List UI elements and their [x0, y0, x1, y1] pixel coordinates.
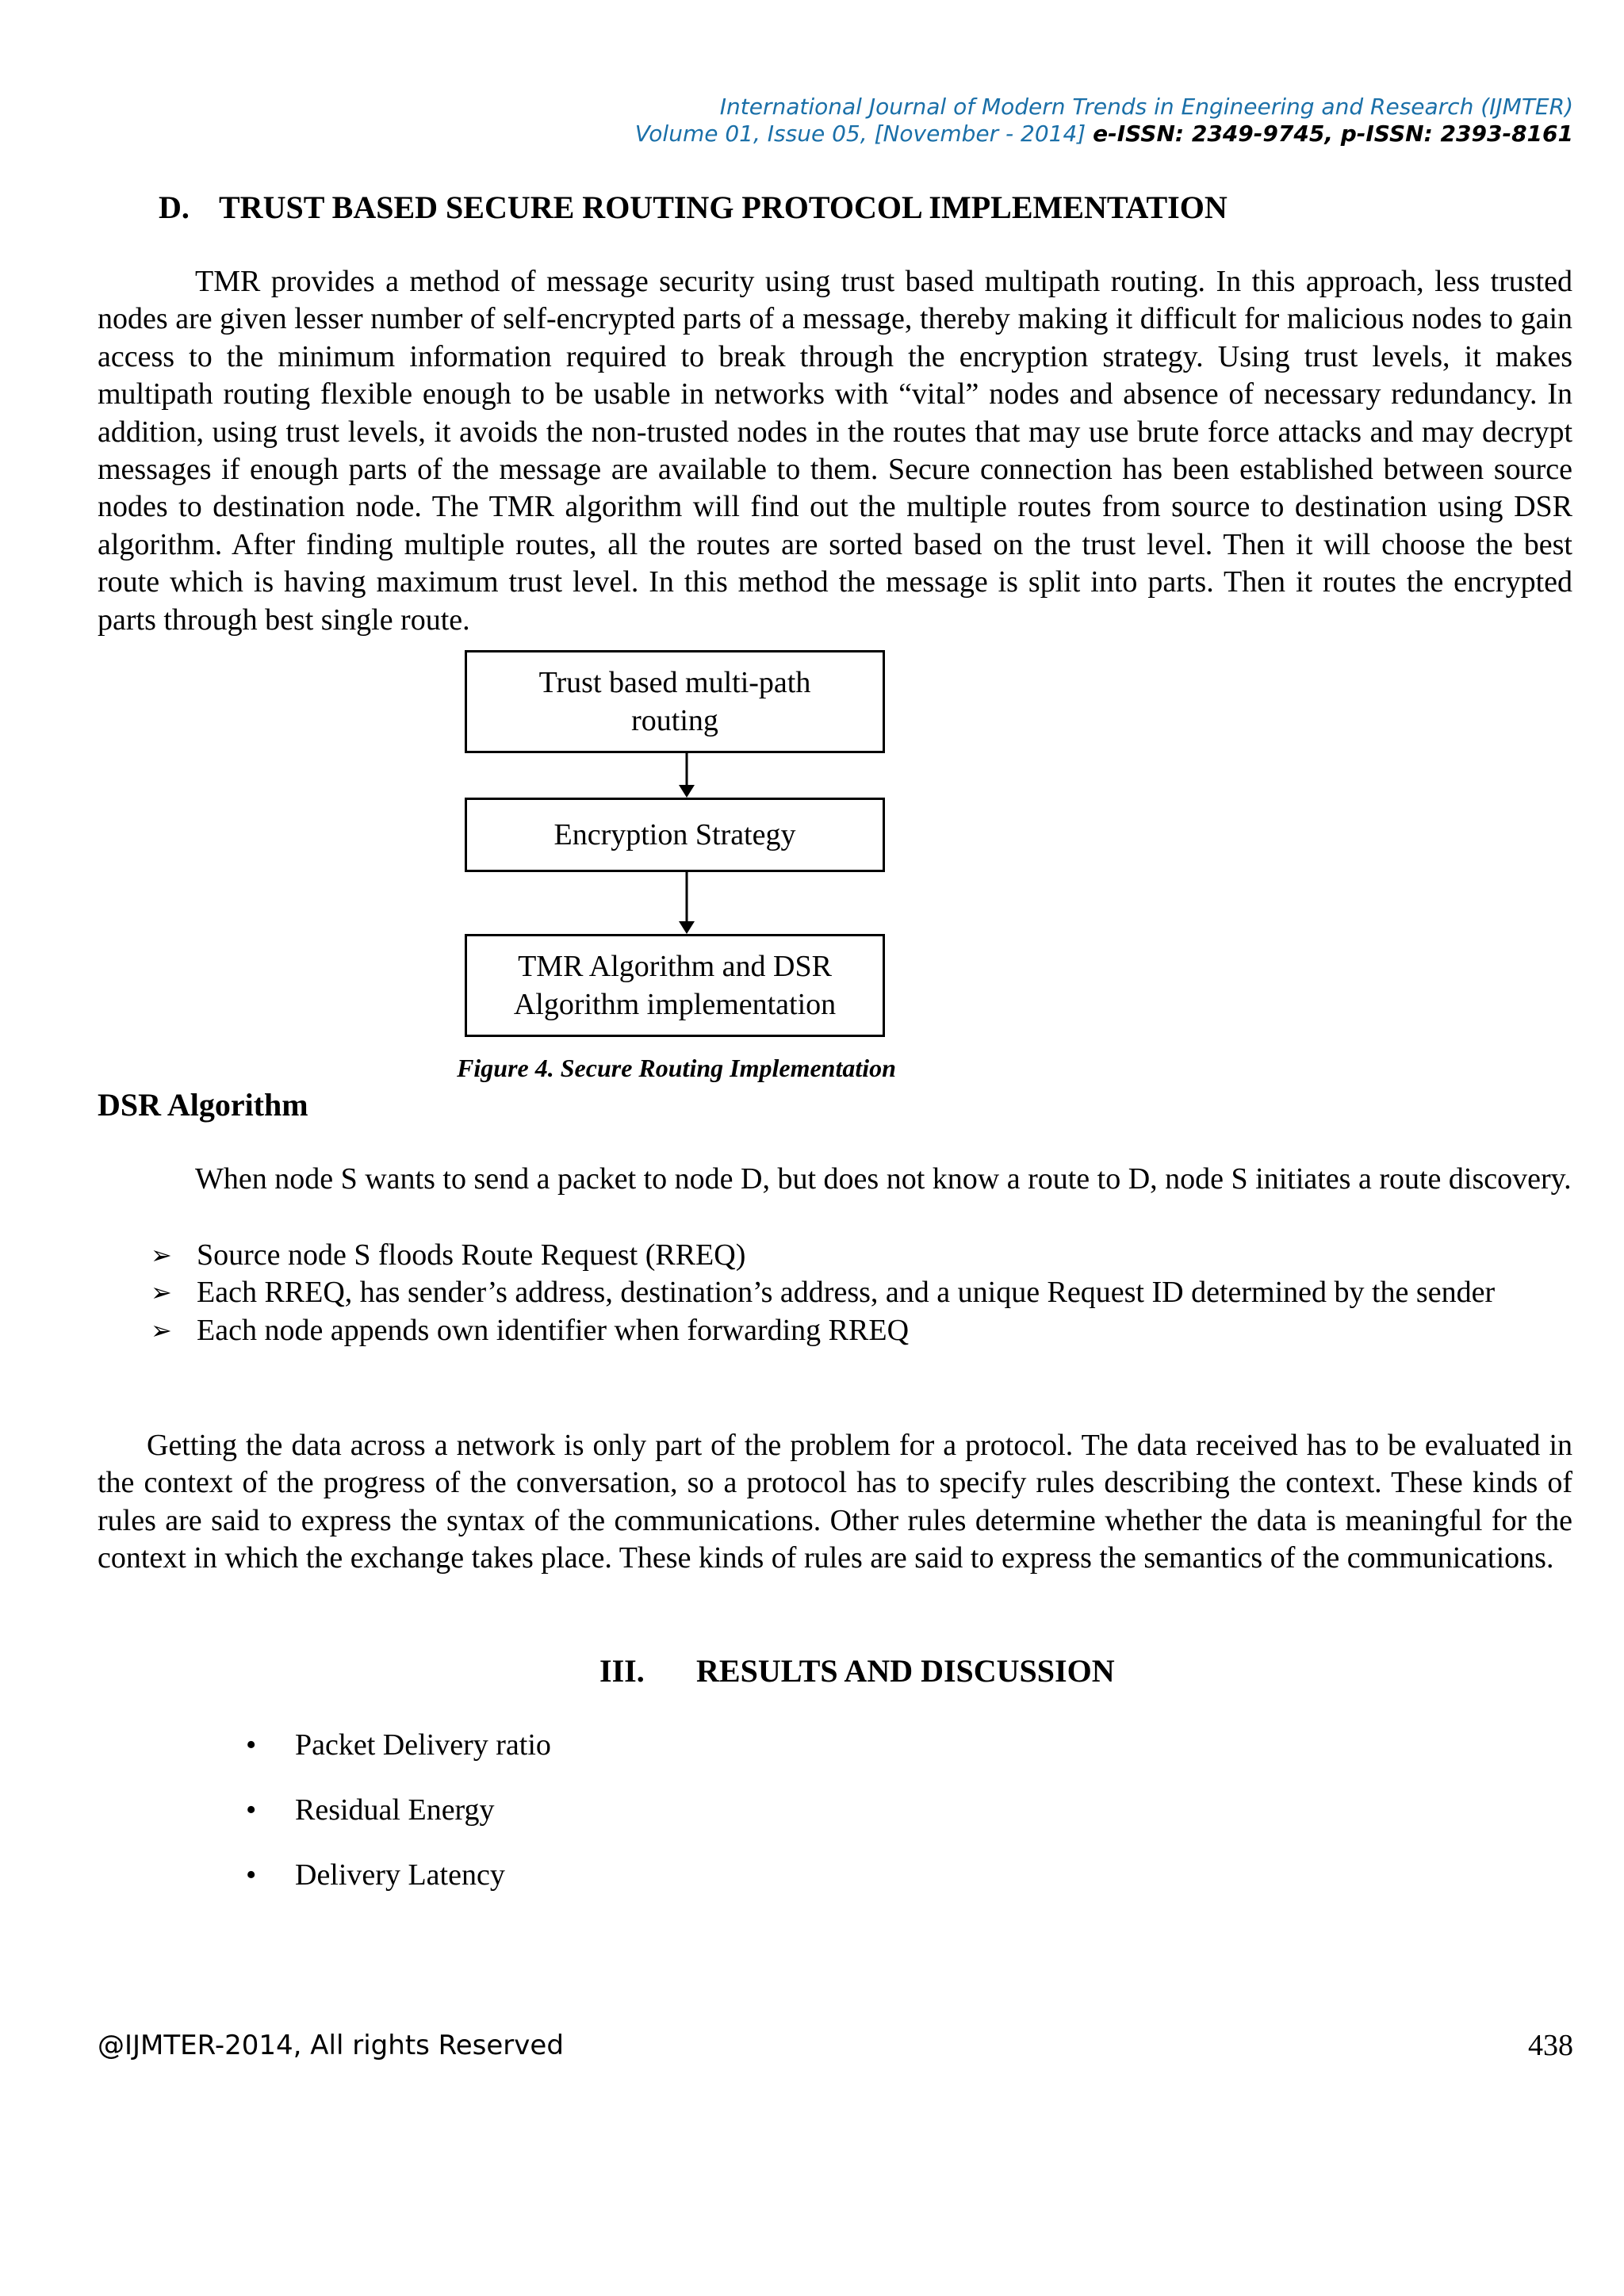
list-item-text: Residual Energy: [295, 1793, 495, 1827]
list-item-text: Each RREQ, has sender’s address, destination’s address, and a unique Request ID determined by the sender: [197, 1276, 1496, 1310]
figure-caption: Figure 4. Secure Routing Implementation: [457, 1054, 896, 1082]
dsr-point-list: [151, 1237, 1572, 1349]
list-item: [151, 1312, 1572, 1349]
list-item-text: Packet Delivery ratio: [295, 1728, 551, 1762]
metrics-list: [246, 1725, 551, 1920]
arrow-bullet-icon: ➢: [151, 1314, 172, 1345]
arrow-bullet-icon: ➢: [151, 1240, 172, 1270]
section-iii-title: RESULTS AND DISCUSSION: [696, 1653, 1115, 1689]
volume-issn-line: [384, 121, 1573, 147]
flowchart-box-implementation: [465, 934, 885, 1037]
section-iii-number: III.: [599, 1653, 645, 1689]
section-d-number: D.: [159, 189, 190, 225]
flowchart-box-encryption: [465, 798, 885, 872]
bullet-icon: •: [246, 1858, 257, 1892]
list-item-text: Each node appends own identifier when forwarding RREQ: [197, 1313, 910, 1347]
arrow-head-1: [679, 785, 695, 798]
volume-info: Volume 01, Issue 05, [November - 2014]: [634, 121, 1086, 147]
flowchart-box-multipath: [465, 650, 885, 753]
section-d-heading: [159, 187, 1228, 228]
list-item: [246, 1790, 551, 1855]
issn-info: e-ISSN: 2349-9745, p-ISSN: 2393-8161: [1093, 121, 1573, 147]
list-item: [151, 1237, 1572, 1274]
paragraph-tmr: TMR provides a method of message security using trust based multipath routing. In this approach, less trusted nodes are given lesser number of self-encrypted parts of a message, thereby making it difficult for malicious nodes to gain access to the minimum information required to break through the encryption strategy. Using trust levels, it makes multipath routing flexible enough to be usable in networks with “vital” nodes and absence of necessary redundancy. In addition, using trust levels, it avoids the non-trusted nodes in the routes that may use brute force attacks and may decrypt messages if enough parts of the message are available to them. Secure connection has been established between source nodes to destination node. The TMR algorithm will find out the multiple routes from source to destination using DSR algorithm. After finding multiple routes, all the routes are sorted based on the trust level. Then it will choose the best route which is having maximum trust level. In this method the message is split into parts. Then it routes the encrypted parts through best single route.: [98, 265, 1572, 637]
paragraph-dsr-intro: When node S wants to send a packet to node D, but does not know a route to D, node S initiates a route discovery.: [195, 1162, 1572, 1196]
list-item-text: Delivery Latency: [295, 1858, 505, 1892]
list-item-text: Source node S floods Route Request (RREQ): [197, 1238, 746, 1272]
bullet-icon: •: [246, 1793, 257, 1827]
section-iii-heading: [599, 1651, 1115, 1692]
footer-copyright: @IJMTER-2014, All rights Reserved: [98, 2030, 564, 2061]
journal-name: International Journal of Modern Trends in Engineering and Research (IJMTER): [719, 94, 1573, 120]
running-header: [384, 94, 1573, 147]
flowchart-box2-label: Encryption Strategy: [553, 818, 796, 851]
arrow-head-2: [679, 921, 695, 934]
list-item: [246, 1725, 551, 1790]
page-number: 438: [1528, 2029, 1573, 2062]
flowchart-box1-line2: routing: [631, 704, 718, 737]
list-item: [151, 1274, 1572, 1311]
flowchart-box1-line1: Trust based multi-path: [538, 666, 811, 699]
flowchart-box3-line2: Algorithm implementation: [513, 988, 837, 1021]
flowchart-box3-line1: TMR Algorithm and DSR: [518, 950, 832, 983]
arrow-bullet-icon: ➢: [151, 1277, 172, 1308]
list-item: [246, 1855, 551, 1920]
dsr-heading: DSR Algorithm: [98, 1087, 308, 1123]
bullet-icon: •: [246, 1728, 257, 1762]
paragraph-protocol: Getting the data across a network is only part of the problem for a protocol. The data received has to be evaluated in the context of the progress of the conversation, so a protocol has to specify rules describing the context. These kinds of rules are said to express the syntax of the communications. Other rules determine whether the data is meaningful for the context in which the exchange takes place. These kinds of rules are said to express the semantics of the communications.: [98, 1429, 1572, 1575]
section-d-title: TRUST BASED SECURE ROUTING PROTOCOL IMPLEMENTATION: [219, 189, 1228, 225]
